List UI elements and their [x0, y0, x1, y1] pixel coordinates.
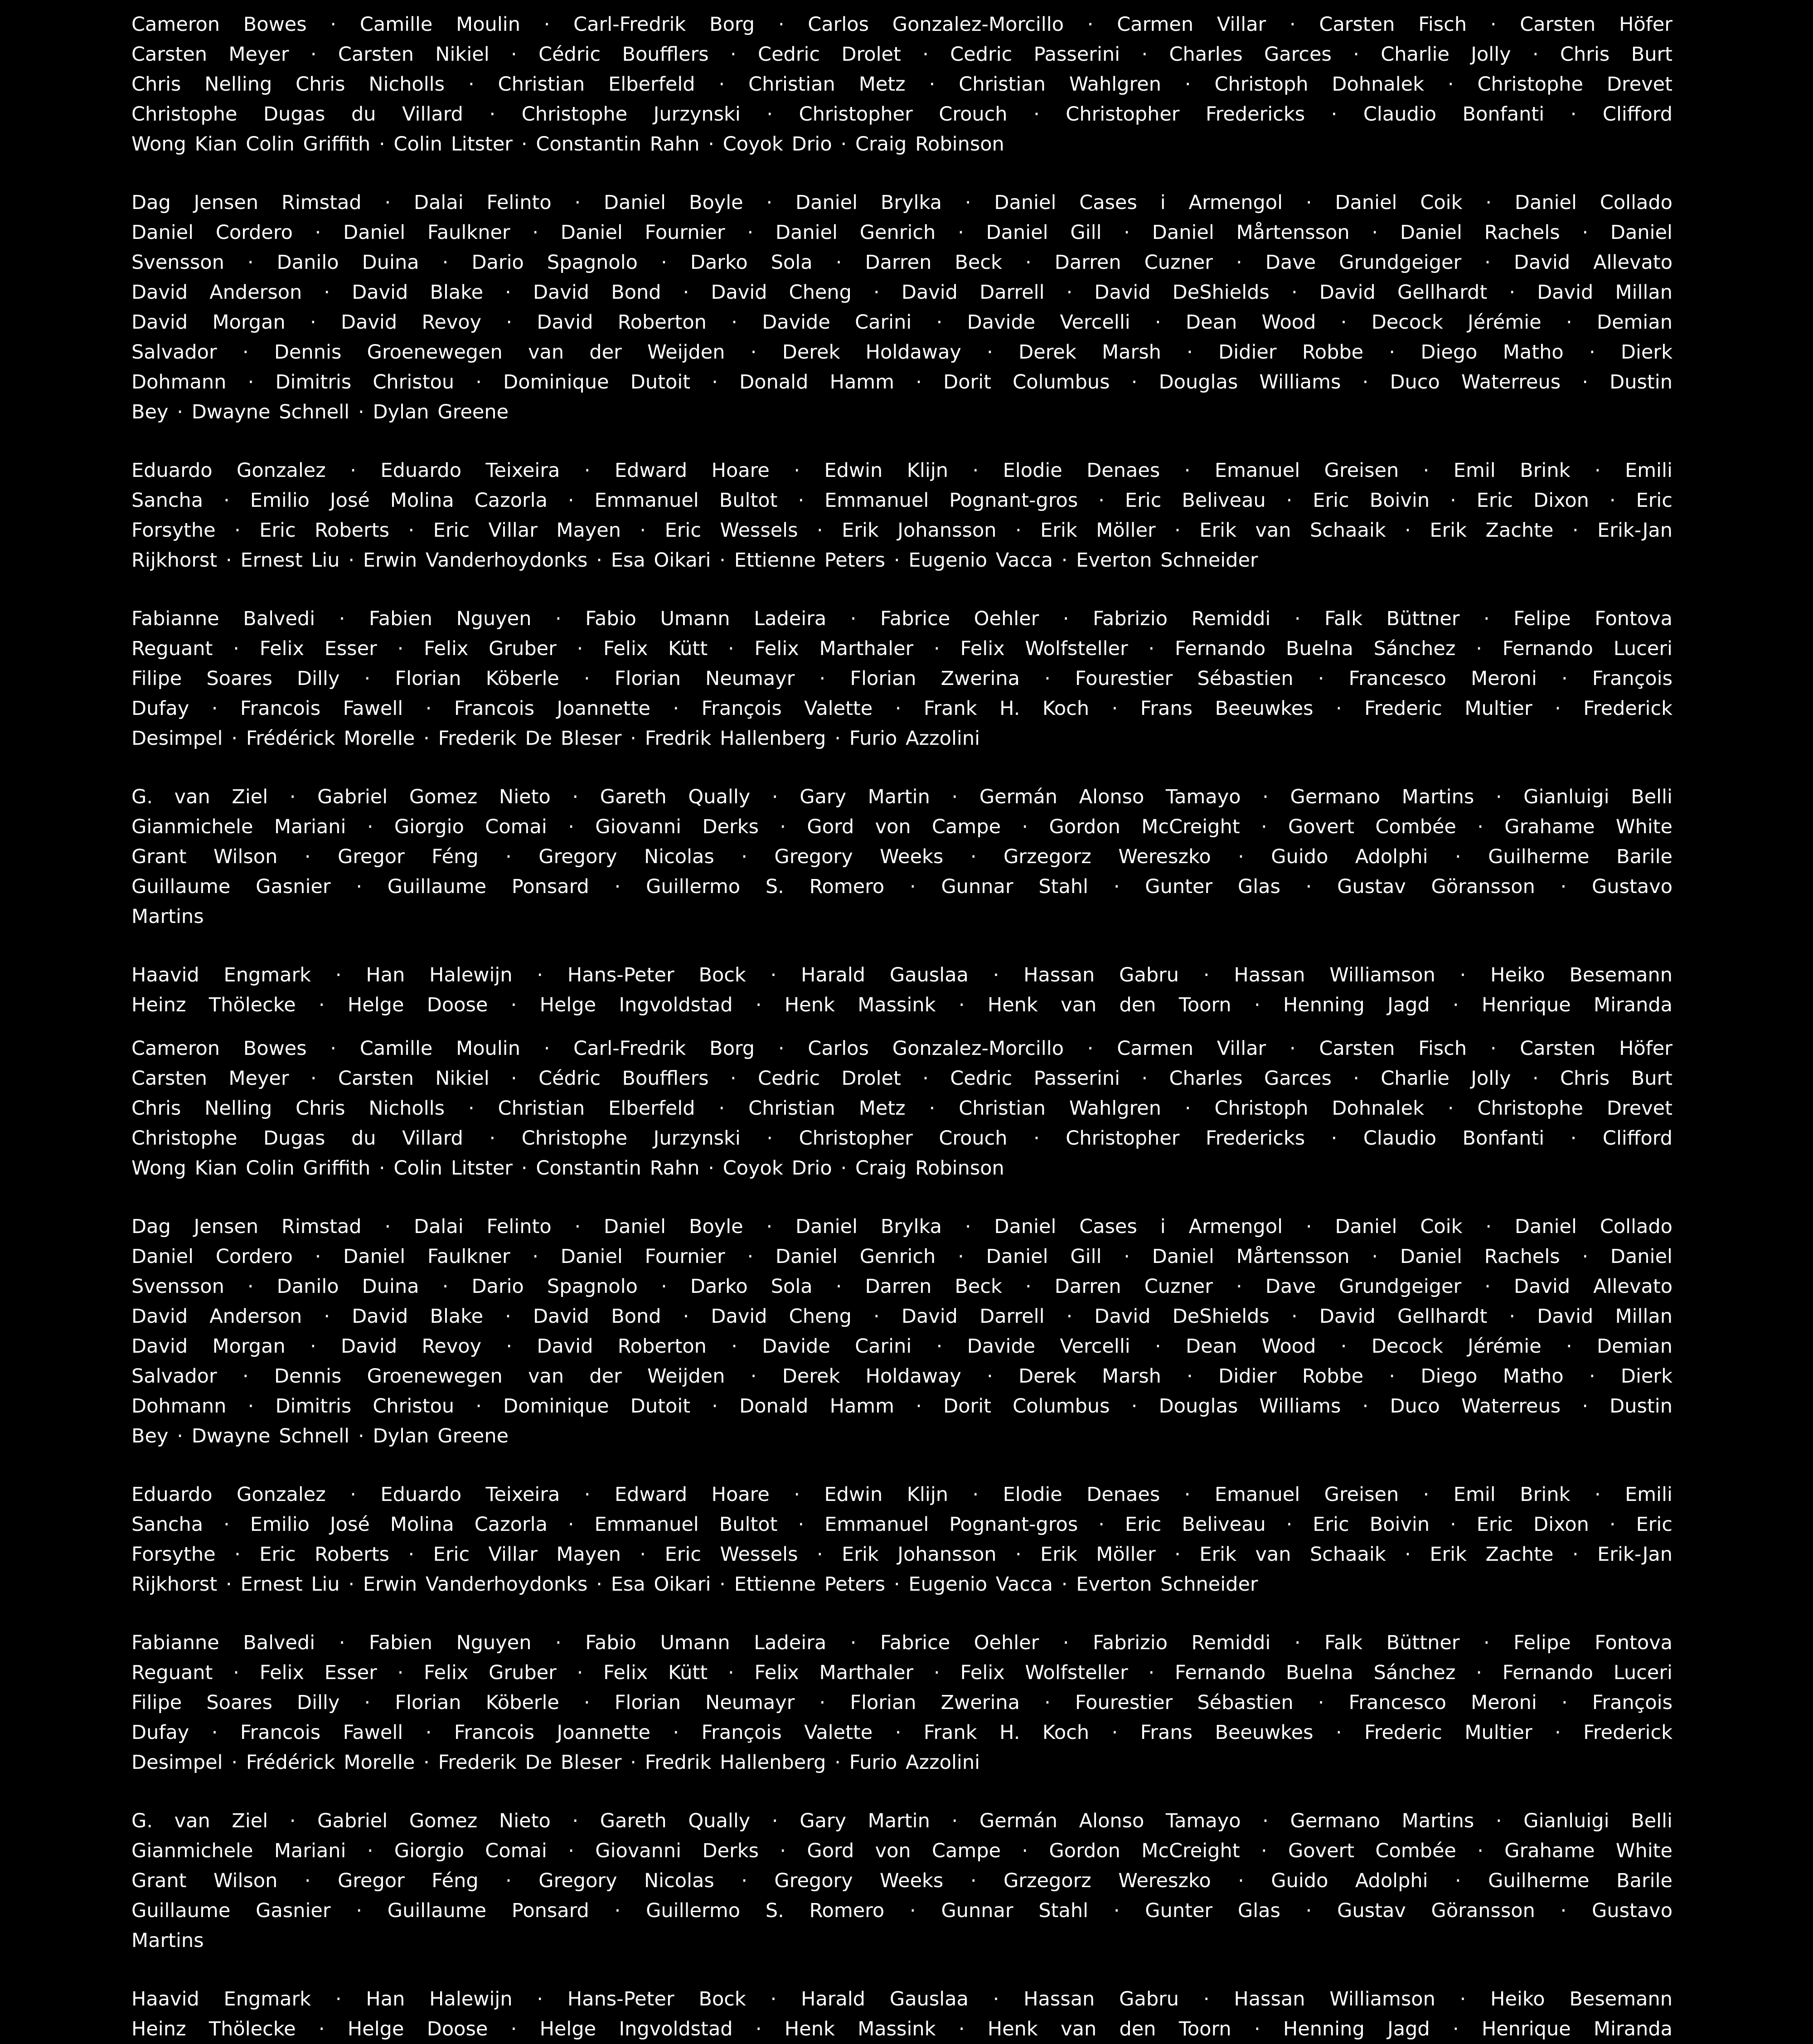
credits-block	[131, 10, 1672, 1020]
credits-paragraph	[131, 1212, 1672, 1451]
credits-paragraph	[131, 960, 1672, 1020]
credits-line: Dag Jensen Rimstad · Dalai Felinto · Daniel Boyle · Daniel Brylka · Daniel Cases i Armengol · Daniel Coik · Daniel Collado	[131, 191, 1672, 214]
credits-line: Dohmann · Dimitris Christou · Dominique Dutoit · Donald Hamm · Dorit Columbus · Douglas Williams · Duco Waterreus · Dustin	[131, 371, 1672, 393]
credits-line: Grant Wilson · Gregor Féng · Gregory Nicolas · Gregory Weeks · Grzegorz Wereszko · Guido Adolphi · Guilherme Barile	[131, 845, 1672, 868]
credits-line: Guillaume Gasnier · Guillaume Ponsard · Guillermo S. Romero · Gunnar Stahl · Gunter Glas · Gustav Göransson · Gustavo	[131, 875, 1672, 898]
credits-line: Desimpel · Frédérick Morelle · Frederik De Bleser · Fredrik Hallenberg · Furio Azzolini	[131, 1751, 980, 1774]
credits-line: Salvador · Dennis Groenewegen van der Weijden · Derek Holdaway · Derek Marsh · Didier Robbe · Diego Matho · Dierk	[131, 341, 1672, 364]
credits-paragraph	[131, 1480, 1672, 1599]
credits-line: Svensson · Danilo Duina · Dario Spagnolo · Darko Sola · Darren Beck · Darren Cuzner · Dave Grundgeiger · David Allevato	[131, 1275, 1672, 1298]
credits-line: Carsten Meyer · Carsten Nikiel · Cédric Boufflers · Cedric Drolet · Cedric Passerini · Charles Garces · Charlie Jolly · Chris Burt	[131, 1067, 1672, 1090]
credits-line: Filipe Soares Dilly · Florian Köberle · Florian Neumayr · Florian Zwerina · Fourestier Sébastien · Francesco Meroni · François	[131, 667, 1672, 690]
credits-line: Chris Nelling Chris Nicholls · Christian Elberfeld · Christian Metz · Christian Wahlgren · Christoph Dohnalek · Christophe Drevet	[131, 73, 1672, 96]
credits-line: Fabianne Balvedi · Fabien Nguyen · Fabio Umann Ladeira · Fabrice Oehler · Fabrizio Remiddi · Falk Büttner · Felipe Fontova	[131, 607, 1672, 630]
credits-line: Martins	[131, 905, 204, 928]
credits-paragraph	[131, 10, 1672, 159]
credits-line: Carsten Meyer · Carsten Nikiel · Cédric Boufflers · Cedric Drolet · Cedric Passerini · Charles Garces · Charlie Jolly · Chris Burt	[131, 43, 1672, 66]
credits-paragraph	[131, 604, 1672, 753]
credits-line: Dufay · Francois Fawell · Francois Joannette · François Valette · Frank H. Koch · Frans Beeuwkes · Frederic Multier · Frederick	[131, 697, 1672, 720]
credits-line: Cameron Bowes · Camille Moulin · Carl-Fredrik Borg · Carlos Gonzalez-Morcillo · Carmen Villar · Carsten Fisch · Carsten Höfer	[131, 13, 1672, 36]
credits-line: David Anderson · David Blake · David Bond · David Cheng · David Darrell · David DeShields · David Gellhardt · David Millan	[131, 281, 1672, 304]
credits-line: Daniel Cordero · Daniel Faulkner · Daniel Fournier · Daniel Genrich · Daniel Gill · Daniel Mårtensson · Daniel Rachels · Daniel	[131, 221, 1672, 244]
credits-line: Sancha · Emilio José Molina Cazorla · Emmanuel Bultot · Emmanuel Pognant-gros · Eric Beliveau · Eric Boivin · Eric Dixon · Eric	[131, 489, 1672, 512]
credits-line: Haavid Engmark · Han Halewijn · Hans-Peter Bock · Harald Gauslaa · Hassan Gabru · Hassan Williamson · Heiko Besemann	[131, 964, 1672, 986]
credits-line: Desimpel · Frédérick Morelle · Frederik De Bleser · Fredrik Hallenberg · Furio Azzolini	[131, 727, 980, 750]
credits-line: Cameron Bowes · Camille Moulin · Carl-Fredrik Borg · Carlos Gonzalez-Morcillo · Carmen Villar · Carsten Fisch · Carsten Höfer	[131, 1037, 1672, 1060]
credits-paragraph	[131, 1628, 1672, 1777]
credits-line: Filipe Soares Dilly · Florian Köberle · Florian Neumayr · Florian Zwerina · Fourestier Sébastien · Francesco Meroni · François	[131, 1691, 1672, 1714]
credits-line: Daniel Cordero · Daniel Faulkner · Daniel Fournier · Daniel Genrich · Daniel Gill · Daniel Mårtensson · Daniel Rachels · Daniel	[131, 1245, 1672, 1268]
credits-line: Heinz Thölecke · Helge Doose · Helge Ingvoldstad · Henk Massink · Henk van den Toorn · Henning Jagd · Henrique Miranda	[131, 994, 1672, 1016]
credits-line: Bey · Dwayne Schnell · Dylan Greene	[131, 1425, 509, 1447]
credits-line: Reguant · Felix Esser · Felix Gruber · Felix Kütt · Felix Marthaler · Felix Wolfsteller · Fernando Buelna Sánchez · Fernando Luceri	[131, 1661, 1672, 1684]
credits-line: Gianmichele Mariani · Giorgio Comai · Giovanni Derks · Gord von Campe · Gordon McCreight · Govert Combée · Grahame White	[131, 816, 1672, 838]
credits-line: Rijkhorst · Ernest Liu · Erwin Vanderhoydonks · Esa Oikari · Ettienne Peters · Eugenio Vacca · Everton Schneider	[131, 1573, 1258, 1596]
credits-line: Forsythe · Eric Roberts · Eric Villar Mayen · Eric Wessels · Erik Johansson · Erik Möller · Erik van Schaaik · Erik Zachte · Erik-Jan	[131, 519, 1672, 542]
credits-line: David Anderson · David Blake · David Bond · David Cheng · David Darrell · David DeShields · David Gellhardt · David Millan	[131, 1305, 1672, 1328]
credits-line: David Morgan · David Revoy · David Roberton · Davide Carini · Davide Vercelli · Dean Wood · Decock Jérémie · Demian	[131, 1335, 1672, 1358]
credits-line: Haavid Engmark · Han Halewijn · Hans-Peter Bock · Harald Gauslaa · Hassan Gabru · Hassan Williamson · Heiko Besemann	[131, 1988, 1672, 2010]
credits-line: Salvador · Dennis Groenewegen van der Weijden · Derek Holdaway · Derek Marsh · Didier Robbe · Diego Matho · Dierk	[131, 1365, 1672, 1388]
credits-paragraph	[131, 1034, 1672, 1183]
credits-line: Grant Wilson · Gregor Féng · Gregory Nicolas · Gregory Weeks · Grzegorz Wereszko · Guido Adolphi · Guilherme Barile	[131, 1869, 1672, 1892]
credits-line: Bey · Dwayne Schnell · Dylan Greene	[131, 401, 509, 423]
credits-line: Dag Jensen Rimstad · Dalai Felinto · Daniel Boyle · Daniel Brylka · Daniel Cases i Armengol · Daniel Coik · Daniel Collado	[131, 1215, 1672, 1238]
credits-line: G. van Ziel · Gabriel Gomez Nieto · Gareth Qually · Gary Martin · Germán Alonso Tamayo · Germano Martins · Gianluigi Belli	[131, 1810, 1672, 1832]
credits-paragraph	[131, 782, 1672, 932]
credits-line: Wong Kian Colin Griffith · Colin Litster · Constantin Rahn · Coyok Drio · Craig Robinson	[131, 133, 1004, 155]
credits-line: G. van Ziel · Gabriel Gomez Nieto · Gareth Qually · Gary Martin · Germán Alonso Tamayo · Germano Martins · Gianluigi Belli	[131, 786, 1672, 808]
credits-line: Christophe Dugas du Villard · Christophe Jurzynski · Christopher Crouch · Christopher Fredericks · Claudio Bonfanti · Clifford	[131, 103, 1672, 126]
credits-paragraph	[131, 1806, 1672, 1956]
credits-line: Svensson · Danilo Duina · Dario Spagnolo · Darko Sola · Darren Beck · Darren Cuzner · Dave Grundgeiger · David Allevato	[131, 251, 1672, 274]
credits-line: Dohmann · Dimitris Christou · Dominique Dutoit · Donald Hamm · Dorit Columbus · Douglas Williams · Duco Waterreus · Dustin	[131, 1395, 1672, 1418]
credits-paragraph	[131, 188, 1672, 427]
credits-line: Eduardo Gonzalez · Eduardo Teixeira · Edward Hoare · Edwin Klijn · Elodie Denaes · Emanuel Greisen · Emil Brink · Emili	[131, 459, 1672, 482]
credits-line: Forsythe · Eric Roberts · Eric Villar Mayen · Eric Wessels · Erik Johansson · Erik Möller · Erik van Schaaik · Erik Zachte · Erik-Jan	[131, 1543, 1672, 1566]
credits-line: Dufay · Francois Fawell · Francois Joannette · François Valette · Frank H. Koch · Frans Beeuwkes · Frederic Multier · Frederick	[131, 1721, 1672, 1744]
credits-line: Guillaume Gasnier · Guillaume Ponsard · Guillermo S. Romero · Gunnar Stahl · Gunter Glas · Gustav Göransson · Gustavo	[131, 1899, 1672, 1922]
credits-line: Wong Kian Colin Griffith · Colin Litster · Constantin Rahn · Coyok Drio · Craig Robinson	[131, 1157, 1004, 1180]
credits-line: Gianmichele Mariani · Giorgio Comai · Giovanni Derks · Gord von Campe · Gordon McCreight · Govert Combée · Grahame White	[131, 1840, 1672, 1862]
credits-block	[131, 1034, 1672, 2044]
credits-line: Sancha · Emilio José Molina Cazorla · Emmanuel Bultot · Emmanuel Pognant-gros · Eric Beliveau · Eric Boivin · Eric Dixon · Eric	[131, 1513, 1672, 1536]
credits-line: Fabianne Balvedi · Fabien Nguyen · Fabio Umann Ladeira · Fabrice Oehler · Fabrizio Remiddi · Falk Büttner · Felipe Fontova	[131, 1631, 1672, 1654]
credits-line: Christophe Dugas du Villard · Christophe Jurzynski · Christopher Crouch · Christopher Fredericks · Claudio Bonfanti · Clifford	[131, 1127, 1672, 1150]
credits-line: Reguant · Felix Esser · Felix Gruber · Felix Kütt · Felix Marthaler · Felix Wolfsteller · Fernando Buelna Sánchez · Fernando Luceri	[131, 637, 1672, 660]
credits-line: Eduardo Gonzalez · Eduardo Teixeira · Edward Hoare · Edwin Klijn · Elodie Denaes · Emanuel Greisen · Emil Brink · Emili	[131, 1483, 1672, 1506]
credits-line: Heinz Thölecke · Helge Doose · Helge Ingvoldstad · Henk Massink · Henk van den Toorn · Henning Jagd · Henrique Miranda	[131, 2018, 1672, 2040]
credits-paragraph	[131, 456, 1672, 575]
credits-paragraph	[131, 1984, 1672, 2044]
credits-line: Chris Nelling Chris Nicholls · Christian Elberfeld · Christian Metz · Christian Wahlgren · Christoph Dohnalek · Christophe Drevet	[131, 1097, 1672, 1120]
credits-line: Rijkhorst · Ernest Liu · Erwin Vanderhoydonks · Esa Oikari · Ettienne Peters · Eugenio Vacca · Everton Schneider	[131, 549, 1258, 572]
credits-line: David Morgan · David Revoy · David Roberton · Davide Carini · Davide Vercelli · Dean Wood · Decock Jérémie · Demian	[131, 311, 1672, 334]
credits-line: Martins	[131, 1929, 204, 1952]
